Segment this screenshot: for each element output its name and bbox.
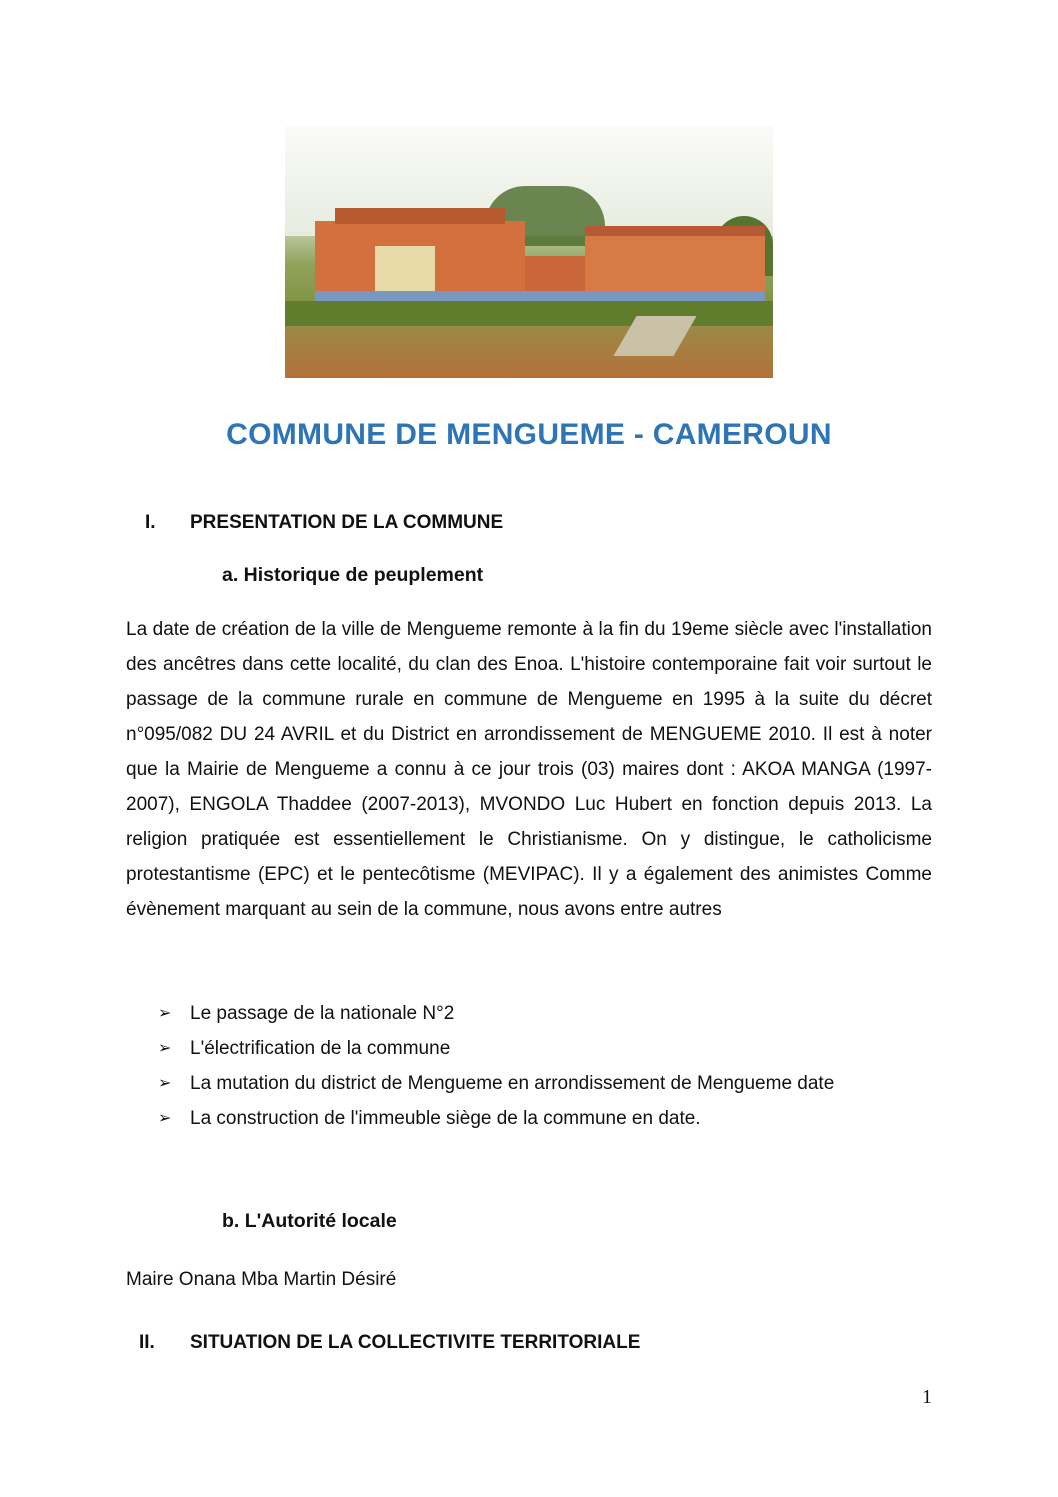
section-number: I. [145, 512, 156, 533]
section-title: PRESENTATION DE LA COMMUNE [190, 512, 504, 533]
list-item [158, 1031, 932, 1066]
town-hall-photo [285, 126, 773, 378]
subheading-historique: a. Historique de peuplement [222, 564, 484, 586]
list-item-text: La mutation du district de Mengueme en arrondissement de Mengueme date [190, 1073, 835, 1094]
arrowhead-bullet-icon: ➢ [158, 1040, 172, 1057]
list-item-text: Le passage de la nationale N°2 [190, 1003, 455, 1024]
history-paragraph: La date de création de la ville de Mengueme remonte à la fin du 19eme siècle avec l'installation des ancêtres dans cette localité, du clan des Enoa. L'histoire contemporaine fait voir surtout le passage de la commune rurale en commune de Mengueme en 1995 à la suite du décret n°095/082 DU 24 AVRIL et du District en arrondissement de MENGUEME 2010. Il est à noter que la Mairie de Mengueme a connu à ce jour trois (03) maires dont : AKOA MANGA (1997-2007), ENGOLA Thaddee (2007-2013), MVONDO Luc Hubert en fonction depuis 2013. La religion pratiquée est essentiellement le Christianisme. On y distingue, le catholicisme protestantisme (EPC) et le pentecôtisme (MEVIPAC). Il y a également des animistes Comme évènement marquant au sein de la commune, nous avons entre autres [126, 619, 932, 920]
arrowhead-bullet-icon: ➢ [158, 1110, 172, 1127]
subheading-autorite: b. L'Autorité locale [222, 1210, 397, 1232]
arrowhead-bullet-icon: ➢ [158, 1075, 172, 1092]
section-title: SITUATION DE LA COLLECTIVITE TERRITORIALE [190, 1332, 641, 1353]
list-item-text: L'électrification de la commune [190, 1038, 451, 1059]
list-item [158, 1066, 932, 1101]
list-item [158, 1101, 932, 1136]
list-item [158, 996, 932, 1031]
events-list [158, 996, 932, 1136]
list-item-text: La construction de l'immeuble siège de la commune en date. [190, 1108, 701, 1129]
arrowhead-bullet-icon: ➢ [158, 1005, 172, 1022]
page-number: 1 [922, 1386, 932, 1408]
mayor-name: Maire Onana Mba Martin Désiré [126, 1269, 397, 1290]
page-title: COMMUNE DE MENGUEME - CAMEROUN [226, 418, 832, 451]
section-number: II. [139, 1332, 155, 1353]
